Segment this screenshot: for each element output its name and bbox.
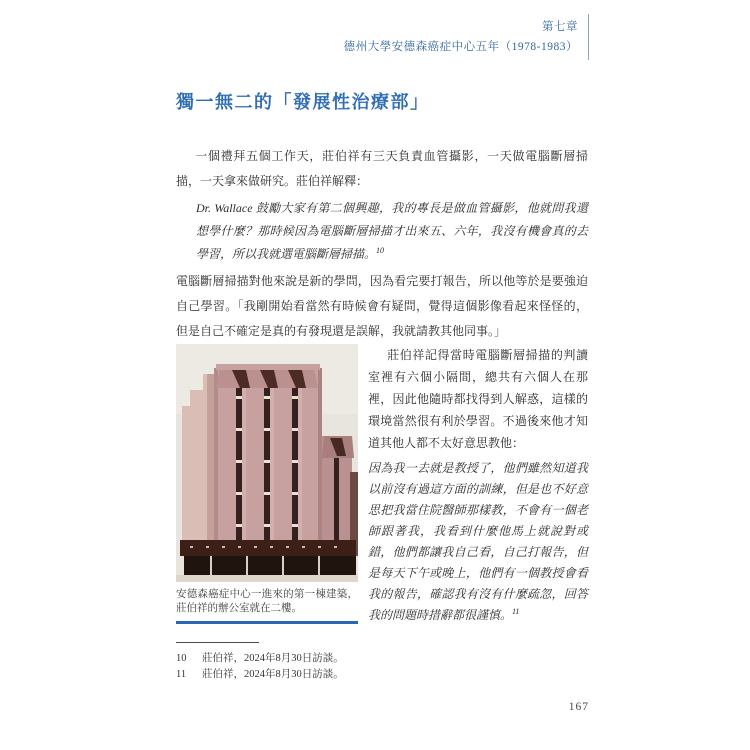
paragraph-2: 電腦斷層掃描對他來說是新的學問，因為看完要打報告，所以他等於是要強迫自己學習。「我剛開始看當然有時候會有疑問，覺得這個影像看起來怪怪的，但是自己不確定是真的有發現還是誤解，我就請教其他同事。」 xyxy=(176,274,588,338)
page-number: 167 xyxy=(568,701,589,713)
building-photo xyxy=(176,344,358,582)
section-title: 獨一無二的「發展性治療部」 xyxy=(176,92,430,112)
figure-building xyxy=(176,344,358,624)
chapter-title: 德州大學安德森癌症中心五年（1978-1983） xyxy=(343,41,578,53)
blockquote-2-text: 因為我一去就是教授了，他們雖然知道我以前沒有過這方面的訓練，但是也不好意思把我當住院醫師那樣教，不會有一個老師跟著我，我看到什麼他馬上就說對或錯，他們都讓我自己看，自己打報告，但是每天下午或晚上，他們有一個教授會看我的報告，確認我有沒有什麼疏忽，回答我的問題時措辭都很謹慎。 xyxy=(368,461,588,622)
caption-rule xyxy=(176,621,358,624)
footnote-item xyxy=(176,651,588,667)
blockquote-1 xyxy=(196,197,588,266)
footnote-ref-11: 11 xyxy=(512,607,520,616)
paragraph-intro: 一個禮拜五個工作天，莊伯祥有三天負責血管攝影，一天做電腦斷層掃描，一天拿來做研究。莊伯祥解釋： xyxy=(176,149,588,188)
footnote-ref-10: 10 xyxy=(376,246,385,255)
footnote-text: 莊伯祥，2024年8月30日訪談。 xyxy=(202,653,344,664)
chapter-number: 第七章 xyxy=(542,21,578,33)
paragraph-3: 莊伯祥記得當時電腦斷層掃描的判讀室裡有六個小隔間，總共有六個人在那裡，因此他隨時都找得到人解惑，這樣的環境當然很有利於學習。不過後來他才知道其他人都不太好意思教他： xyxy=(368,348,588,450)
footnote-text: 莊伯祥，2024年8月30日訪談。 xyxy=(202,669,344,680)
footnote-number: 10 xyxy=(176,653,187,664)
blockquote-1-text: Dr. Wallace 鼓勵大家有第二個興趣，我的專長是做血管攝影，他就問我還想學什麼？那時候因為電腦斷層掃描才出來五、六年，我沒有機會真的去學習，所以我就選電腦斷層掃描。 xyxy=(196,201,588,261)
header-vertical-rule xyxy=(588,14,589,60)
figure-caption: 安德森癌症中心一進來的第一棟建築，莊伯祥的辦公室就在二樓。 xyxy=(176,589,358,614)
footnotes xyxy=(176,626,588,683)
running-head xyxy=(344,19,578,56)
footnote-number: 11 xyxy=(176,669,187,680)
text-block xyxy=(176,88,588,683)
footnote-item xyxy=(176,667,588,683)
footnote-divider xyxy=(176,642,259,643)
